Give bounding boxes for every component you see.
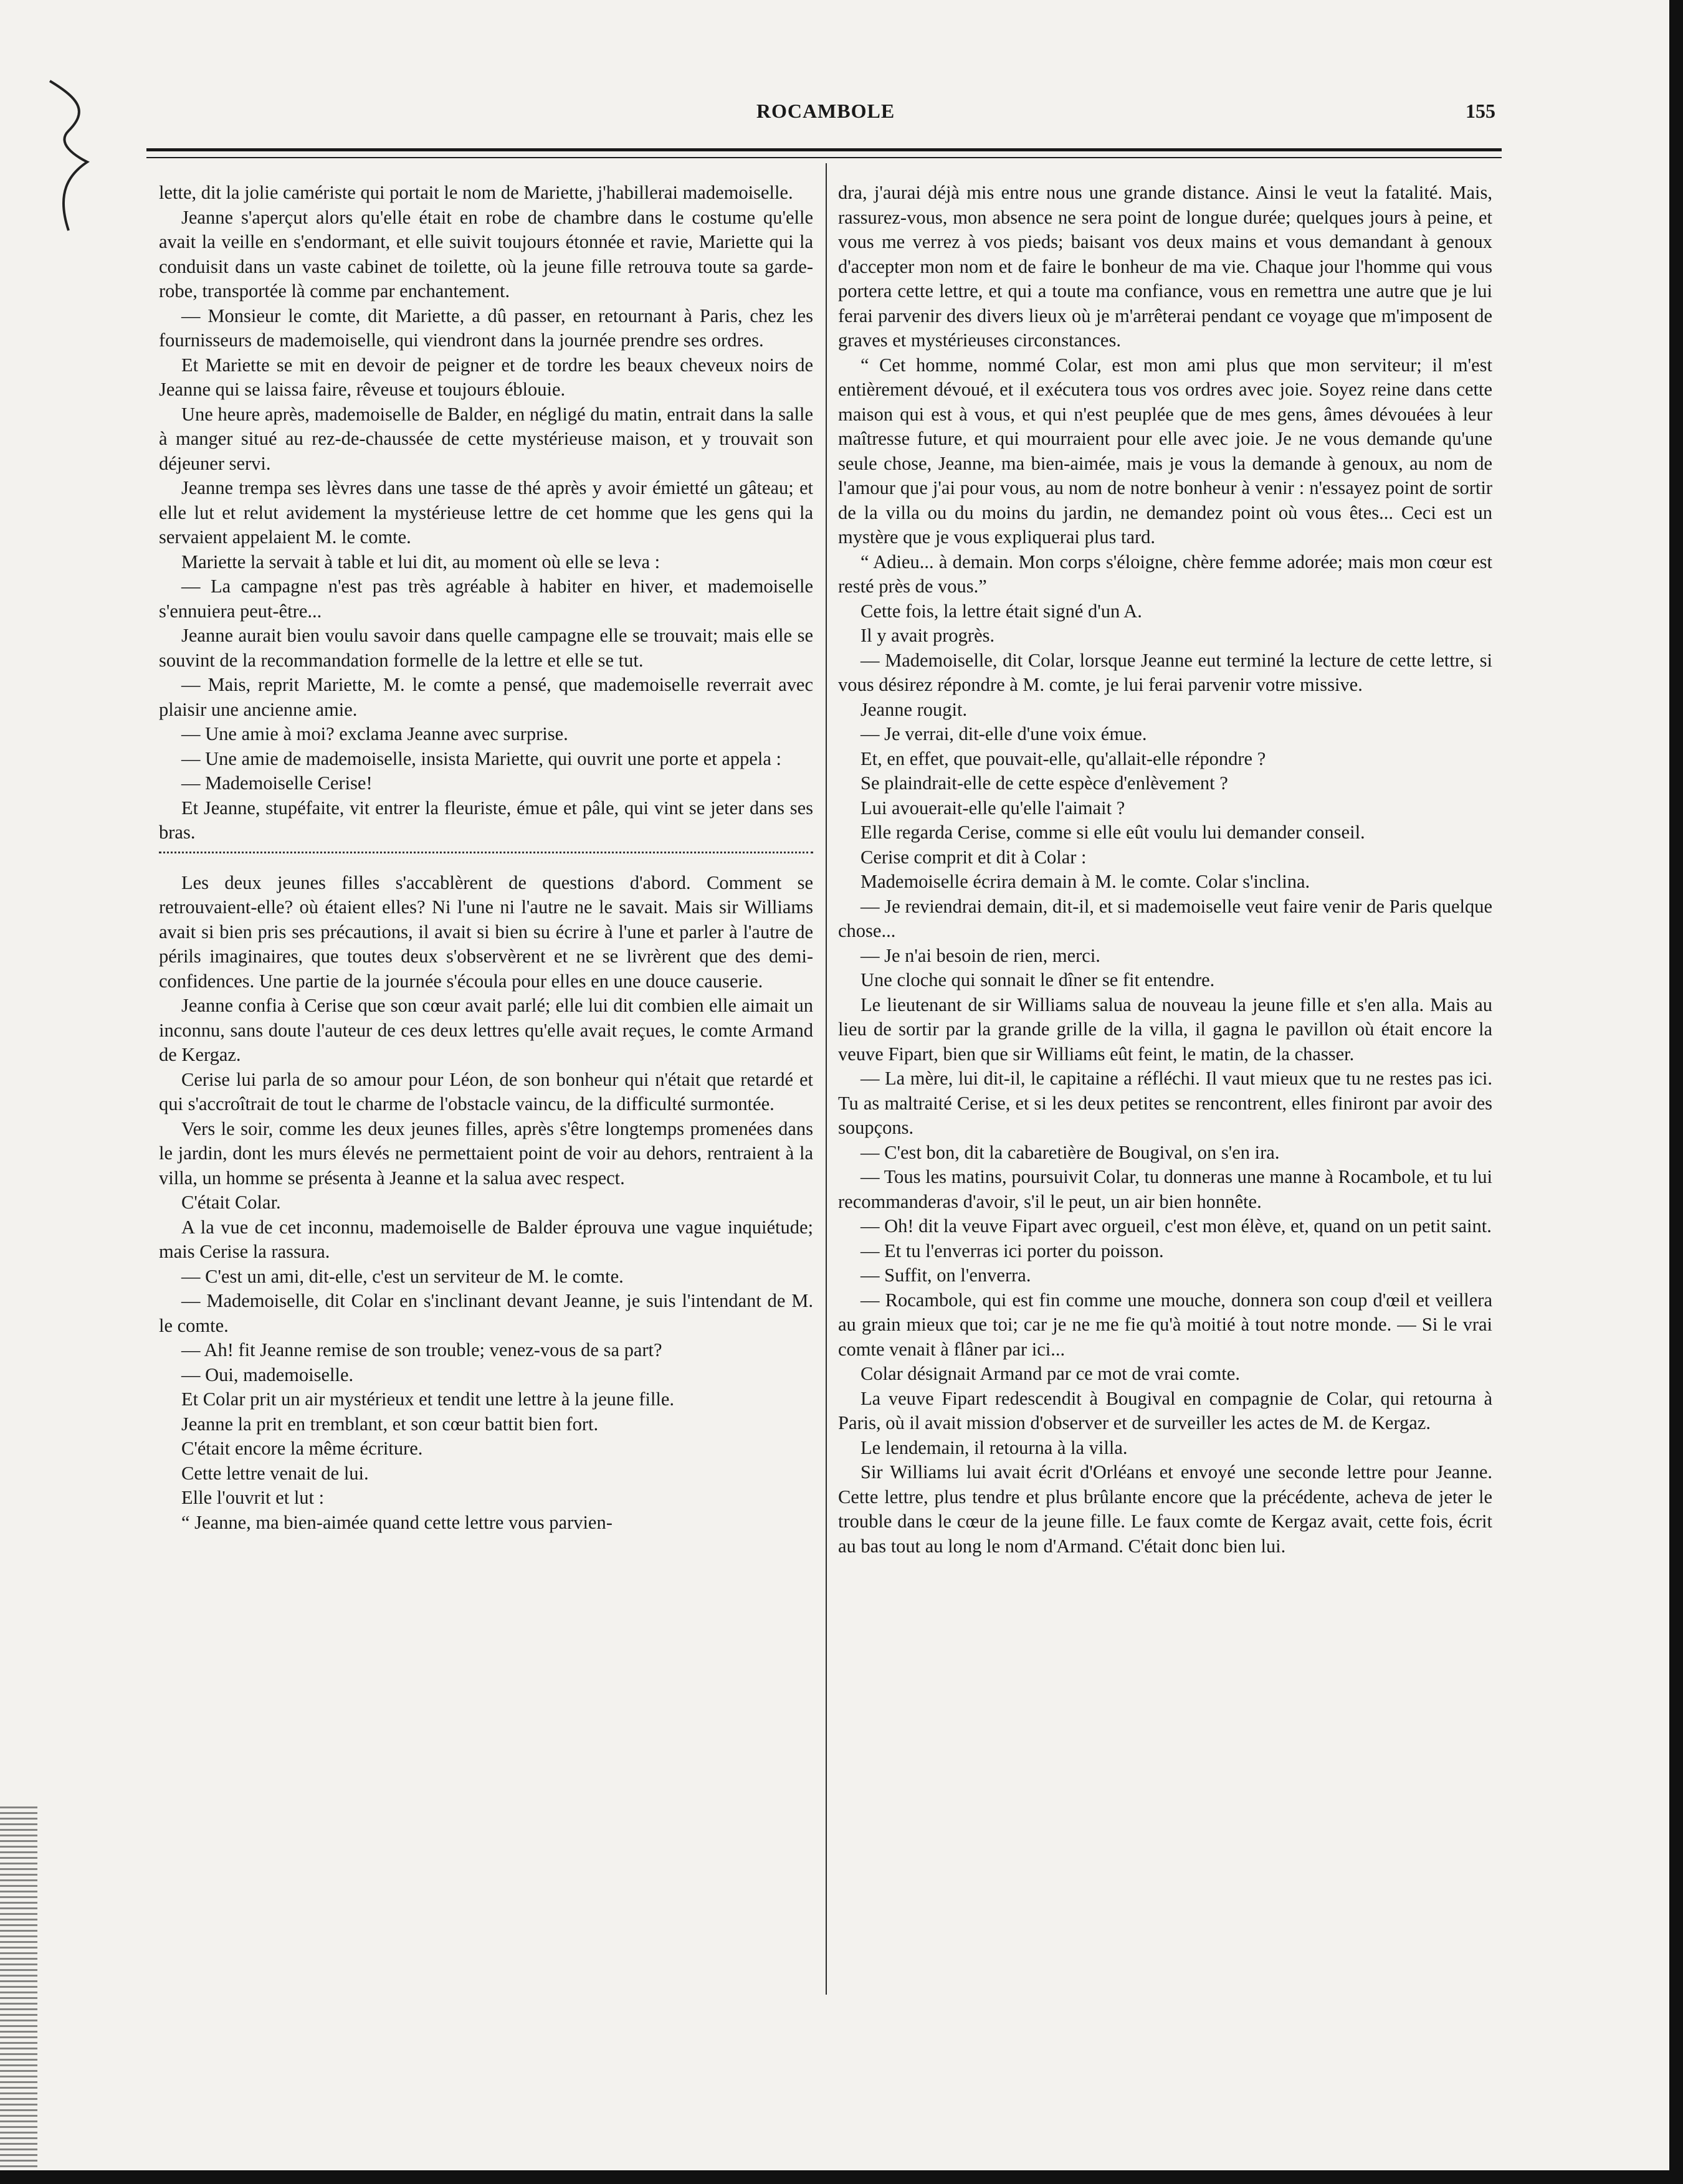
paragraph: lette, dit la jolie camériste qui portait le nom de Mariette, j'habillerai mademoiselle. <box>159 182 793 203</box>
paragraph: Les deux jeunes filles s'accablèrent de questions d'abord. Comment se retrouvaient-elle? où étaient elles? Ni l'une ni l'autre ne le savait. Mais sir Williams avait si bien pris ses précautions, il avait si bien su écrire à l'une et parler à l'autre de périls imaginaires, que toutes deux s'observèrent et ne se livrèrent que des demi-confidences. Une partie de la journée s'écoula pour elles en une douce causerie. <box>159 871 813 992</box>
right-column <box>838 181 1492 1559</box>
paragraph: Le lendemain, il retourna à la villa. <box>861 1436 1128 1458</box>
paragraph: — Mademoiselle, dit Colar en s'inclinant devant Jeanne, je suis l'intendant de M. le comte. <box>159 1290 813 1336</box>
paragraph: dra, j'aurai déjà mis entre nous une grande distance. Ainsi le veut la fatalité. Mais, rassurez-vous, mon absence ne sera point de longue durée; quelques jours à peine, et vous me verrez à vos pieds; baisant vos deux mains et vous demandant à genoux d'accepter mon nom et de faire le bonheur de ma vie. Chaque jour l'homme qui vous portera cette lettre, et qui a toute ma confiance, vous en remettra une autre que je lui ferai parvenir des divers lieux où je m'arrêterai pendant ce voyage que m'imposent de graves et mystérieuses circonstances. <box>838 182 1492 351</box>
paragraph: “ Adieu... à demain. Mon corps s'éloigne, chère femme adorée; mais mon cœur est resté près de vous.” <box>838 551 1492 597</box>
header-rule <box>146 148 1502 158</box>
paragraph: — Mais, reprit Mariette, M. le comte a pensé, que mademoiselle reverrait avec plaisir une ancienne amie. <box>159 674 813 720</box>
paragraph: — Mademoiselle, dit Colar, lorsque Jeanne eut terminé la lecture de cette lettre, si vous désirez répondre à M. comte, je lui ferai parvenir votre missive. <box>838 649 1492 695</box>
paragraph: — Je n'ai besoin de rien, merci. <box>861 944 1100 966</box>
paragraph: C'était Colar. <box>181 1192 281 1213</box>
paragraph: — C'est bon, dit la cabaretière de Bougival, on s'en ira. <box>861 1141 1280 1163</box>
paragraph: — Mademoiselle Cerise! <box>181 772 373 794</box>
running-title: ROCAMBOLE <box>756 100 895 122</box>
paragraph: Mariette la servait à table et lui dit, au moment où elle se leva : <box>181 551 660 572</box>
paragraph: Cette lettre venait de lui. <box>181 1462 369 1484</box>
paragraph: Le lieutenant de sir Williams salua de nouveau la jeune fille et s'en alla. Mais au lieu de sortir par la grande grille de la villa, il gagna le pavillon où était encore la veuve Fipart, bien que sir Williams eût feint, le matin, de la chasser. <box>838 994 1492 1065</box>
paragraph: Jeanne rougit. <box>861 698 968 720</box>
paragraph: Jeanne aurait bien voulu savoir dans quelle campagne elle se trouvait; mais elle se souvint de la recommandation formelle de la lettre et elle se tut. <box>159 625 813 671</box>
scan-edge-bottom <box>0 2170 1683 2184</box>
paragraph: Jeanne s'aperçut alors qu'elle était en robe de chambre dans le costume qu'elle avait la veille en s'endormant, et elle suivit toujours étonnée et ravie, Mariette qui la conduisit dans un vaste cabinet de toilette, où la jeune fille retrouva toute sa garde-robe, transportée là comme par enchantement. <box>159 206 813 301</box>
paragraph: — Tous les matins, poursuivit Colar, tu donneras une manne à Rocambole, et tu lui recommanderas d'avoir, s'il le peut, un air bien honnête. <box>838 1166 1492 1212</box>
paragraph: Vers le soir, comme les deux jeunes filles, après s'être longtemps promenées dans le jardin, dont les murs élevés ne permettaient point de voir au dehors, rentraient à la villa, un homme se présenta à Jeanne et la salua avec respect. <box>159 1118 813 1189</box>
paragraph: — C'est un ami, dit-elle, c'est un serviteur de M. le comte. <box>181 1265 624 1287</box>
paragraph: Cerise comprit et dit à Colar : <box>861 846 1087 868</box>
paragraph: Il y avait progrès. <box>861 625 995 646</box>
paragraph: — Monsieur le comte, dit Mariette, a dû passer, en retournant à Paris, chez les fournisseurs de mademoiselle, qui viendront dans la journée prendre ses ordres. <box>159 305 813 351</box>
paragraph: Cette fois, la lettre était signé d'un A. <box>861 600 1142 622</box>
paragraph: — Une amie de mademoiselle, insista Mariette, qui ouvrit une porte et appela : <box>181 748 781 769</box>
scan-edge-artifact <box>0 1807 37 2184</box>
paragraph: Elle regarda Cerise, comme si elle eût voulu lui demander conseil. <box>861 822 1365 843</box>
paragraph: Et Jeanne, stupéfaite, vit entrer la fleuriste, émue et pâle, qui vint se jeter dans ses bras. <box>159 797 813 843</box>
paragraph: “ Cet homme, nommé Colar, est mon ami plus que mon serviteur; il m'est entièrement dévoué, et il exécutera tous vos ordres avec joie. Soyez reine dans cette maison qui est à vous, et qui n'est peuplée que de mes gens, âmes dévouées à leur maîtresse future, et qui mourraient pour elle avec joie. Je ne vous demande qu'une seule chose, Jeanne, ma bien-aimée, mais je vous la demande à genoux, au nom de l'amour que j'ai pour vous, au nom de notre bonheur à venir : n'essayez point de sortir de la villa ou du moins du jardin, ne demandez point où vous êtes... Ceci est un mystère que je vous expliquerai plus tard. <box>838 354 1492 548</box>
paragraph: Elle l'ouvrit et lut : <box>181 1487 325 1508</box>
paragraph: — Ah! fit Jeanne remise de son trouble; venez-vous de sa part? <box>181 1339 662 1360</box>
paragraph: Et Mariette se mit en devoir de peigner et de tordre les beaux cheveux noirs de Jeanne qui se laissa faire, rêveuse et toujours éblouie. <box>159 354 813 400</box>
paragraph: Une cloche qui sonnait le dîner se fit entendre. <box>861 969 1215 990</box>
paragraph: Et, en effet, que pouvait-elle, qu'allait-elle répondre ? <box>861 748 1266 769</box>
paragraph: — Je verrai, dit-elle d'une voix émue. <box>861 723 1147 744</box>
paragraph: — La campagne n'est pas très agréable à habiter en hiver, et mademoiselle s'ennuiera peut-être... <box>159 576 813 622</box>
paragraph: Une heure après, mademoiselle de Balder, en négligé du matin, entrait dans la salle à manger situé au rez-de-chaussée de cette mystérieuse maison, et y trouvait son déjeuner servi. <box>159 403 813 474</box>
scene-break-dots <box>159 852 813 862</box>
paragraph: Cerise lui parla de so amour pour Léon, de son bonheur qui n'était que retardé et qui s'accroîtrait de tout le charme de l'obstacle vaincu, de la difficulté surmontée. <box>159 1068 813 1114</box>
paragraph: — Je reviendrai demain, dit-il, et si mademoiselle veut faire venir de Paris quelque chose... <box>838 895 1492 941</box>
paragraph: Se plaindrait-elle de cette espèce d'enlèvement ? <box>861 772 1228 794</box>
paragraph: Jeanne confia à Cerise que son cœur avait parlé; elle lui dit combien elle aimait un inconnu, sans doute l'auteur de ces deux lettres qu'elle avait reçues, le comte Armand de Kergaz. <box>159 995 813 1065</box>
paragraph: — Oui, mademoiselle. <box>181 1364 354 1385</box>
paragraph: Jeanne trempa ses lèvres dans une tasse de thé après y avoir émietté un gâteau; et elle lut et relut avidement la mystérieuse lettre de cet homme que les gens qui la servaient appelaient M. le comte. <box>159 477 813 548</box>
paragraph: Sir Williams lui avait écrit d'Orléans et envoyé une seconde lettre pour Jeanne. Cette lettre, plus tendre et plus brûlante encore que la précédente, acheva de jeter le trouble dans le cœur de la jeune fille. Le faux comte de Kergaz avait, cette fois, écrit au bas tout au long le nom d'Armand. C'était donc bien lui. <box>838 1461 1492 1557</box>
paragraph: — Oh! dit la veuve Fipart avec orgueil, c'est mon élève, et, quand on un petit saint. <box>861 1215 1492 1237</box>
left-column <box>159 181 813 1535</box>
bracket-icon <box>44 75 100 237</box>
paragraph: — Une amie à moi? exclama Jeanne avec surprise. <box>181 723 568 744</box>
paragraph: C'était encore la même écriture. <box>181 1438 423 1459</box>
paragraph: — Rocambole, qui est fin comme une mouche, donnera son coup d'œil et veillera au grain mieux que toi; car je ne me fie qu'à moitié à tout notre monde. — Si le vrai comte venait à flâner par ici... <box>838 1289 1492 1360</box>
paragraph: Lui avouerait-elle qu'elle l'aimait ? <box>861 797 1125 819</box>
paragraph: Et Colar prit un air mystérieux et tendit une lettre à la jeune fille. <box>181 1389 675 1410</box>
scan-edge-right <box>1669 0 1683 2184</box>
paragraph: La veuve Fipart redescendit à Bougival en compagnie de Colar, qui retourna à Paris, où il avait mission d'observer et de surveiller les actes de M. de Kergaz. <box>838 1387 1492 1433</box>
paragraph: “ Jeanne, ma bien-aimée quand cette lettre vous parvien- <box>181 1511 613 1533</box>
paragraph: Jeanne la prit en tremblant, et son cœur battit bien fort. <box>181 1413 599 1435</box>
page-header <box>156 100 1495 137</box>
paragraph: A la vue de cet inconnu, mademoiselle de Balder éprouva une vague inquiétude; mais Cerise la rassura. <box>159 1216 813 1262</box>
paragraph: — Et tu l'enverras ici porter du poisson. <box>861 1240 1164 1261</box>
page-number: 155 <box>1466 100 1495 122</box>
margin-bracket-mark <box>44 75 100 243</box>
paragraph: — Suffit, on l'enverra. <box>861 1265 1031 1286</box>
paragraph: Colar désignait Armand par ce mot de vrai comte. <box>861 1363 1240 1384</box>
paragraph: Mademoiselle écrira demain à M. le comte. Colar s'inclina. <box>861 871 1310 892</box>
paragraph: — La mère, lui dit-il, le capitaine a réfléchi. Il vaut mieux que tu ne restes pas ici. Tu as maltraité Cerise, et si les deux petites se rencontrent, elles finiront par avoir des soupçons. <box>838 1068 1492 1138</box>
column-divider <box>826 163 827 1995</box>
